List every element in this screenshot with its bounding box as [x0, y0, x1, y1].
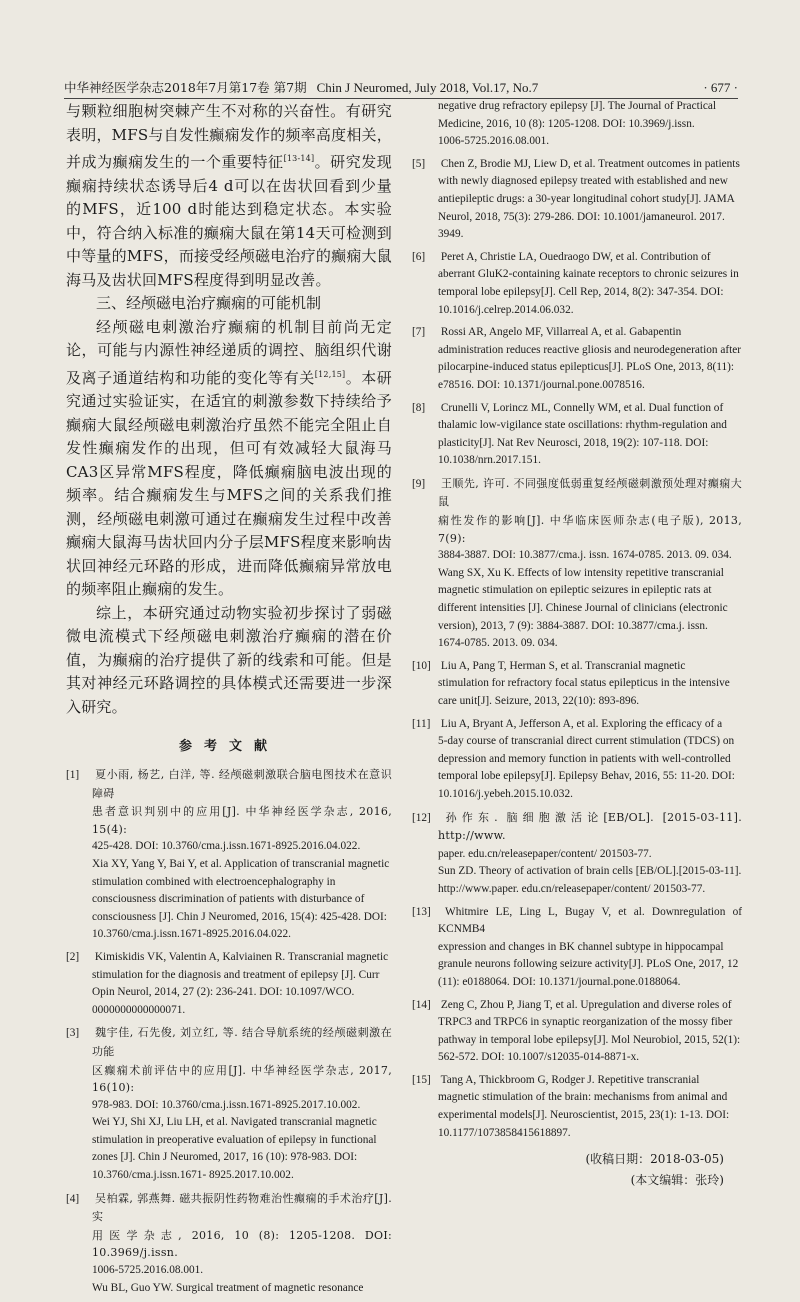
reference-item: [3] 魏宇佳, 石先俊, 刘立红, 等. 结合导航系统的经颅磁刺激在功能 区癫痫术前评估中的应用[J]. 中华神经医学杂志, 2017, 16(10): 978-983. DOI: 10.3760/cma.j.issn.1671-8925.2017.10.002. Wei YJ, Shi XJ, Liu LH, et al. Navigated transcranial magnetic stimulation in preoperative evaluation of epilepsy in functional zones [J]. Chin J Neuromed, 2017, 16 (10): 978-983. DOI: 10.3760/cma.j.issn.1671- 8925.2017.10.002. [66, 1026, 392, 1182]
reference-item: [6] Peret A, Christie LA, Ouedraogo DW, et al. Contribution of aberrant GluK2-containing kainate receptors to chronic seizures in temporal lobe epilepsy[J]. Cell Rep, 2014, 8(2): 347-354. DOI: 10.1016/j.celrep.2014.06.032. [412, 250, 739, 316]
references-heading: 参考文献 [178, 739, 279, 754]
right-column [412, 98, 742, 1190]
paragraph-conclusion: 综上，本研究通过动物实验初步探讨了弱磁微电流模式下经颅磁电刺激治疗癫痫的潜在价值，为癫痫的治疗提供了新的线索和可能。但是其对神经元环路调控的具体模式还需要进一步深入研究。 [66, 603, 392, 716]
reference-item: [8] Crunelli V, Lorincz ML, Connelly WM, et al. Dual function of thalamic low-vigilance state oscillations: rhythm-regulation and plasticity[J]. Nat Rev Neurosci, 2018, 19(2): 107-118. DOI: 10.1038/nrn.2017.151. [412, 401, 727, 467]
reference-item: [15] Tang A, Thickbroom G, Rodger J. Repetitive transcranial magnetic stimulation of the brain: mechanisms from animal and experimental models[J]. Neuroscientist, 2015, 23(1): 1-13. DOI: 10.1177/1073858415618897. [412, 1073, 730, 1139]
section-heading: 三、经颅磁电治疗癫痫的可能机制 [96, 294, 322, 312]
left-column [66, 100, 392, 1302]
reference-item: [12] 孙作东. 脑细胞激活论[EB/OL]. [2015-03-11]. http://www. paper. edu.cn/releasepaper/content/ 201503-77. Sun ZD. Theory of activation of brain cells [EB/OL].[2015-03-11]. http://www.paper. edu.cn/releasepaper/content/ 201503-77. [412, 810, 742, 895]
citation: [12,15] [314, 369, 346, 379]
reference-item: [9] 王顺先, 许可. 不同强度低弱重复经颅磁刺激预处理对癫痫大鼠 痫性发作的影响[J]. 中华临床医师杂志(电子版), 2013, 7(9): 3884-3887. DOI: 10.3877/cma.j. issn. 1674-0785. 2013. 09. 034. Wang SX, Xu K. Effects of low intensity repetitive transcranial magnetic stimulation on epileptic seizures in epileptic rats at different intensities [J]. Chinese Journal of clinicians (electronic version), 2013, 7 (9): 3884-3887. DOI: 10.3877/cma.j. issn. 1674-0785. 2013. 09. 034. [412, 476, 743, 650]
received-date: (收稿日期：2018-03-05) [585, 1152, 724, 1167]
paragraph-mechanism: 经颅磁电刺激治疗癫痫的机制目前尚无定论，可能与内源性神经递质的调控、脑组织代谢及离子通道结构和功能的变化等有关[12,15]。本研究通过实验证实，在适宜的刺激参数下持续给予癫痫大鼠经颅磁电刺激治疗虽然不能完全阻止自发性癫痫发作的出现，但可有效减轻大鼠海马CA3区异常MFS程度，降低癫痫脑电波出现的频率。结合癫痫发生与MFS之间的关系我们推测，经颅磁电刺激可通过在癫痫发生过程中改善癫痫大鼠海马齿状回内分子层MFS程度来影响齿状回神经元环路的形成，进而降低癫痫异常放电的频率阻止癫痫的发生。 [66, 317, 392, 598]
reference-item: [11] Liu A, Bryant A, Jefferson A, et al. Exploring the efficacy of a 5-day course of transcranial direct current stimulation (TDCS) on depression and memory function in patients with well-controlled temporal lobe epilepsy[J]. Epilepsy Behav, 2016, 55: 11-20. DOI: 10.1016/j.yebeh.2015.10.032. [412, 717, 735, 800]
reference-item: [4] 吴柏霖, 郭燕舞. 磁共振阴性药物难治性癫痫的手术治疗[J]. 实 用医学杂志, 2016, 10 (8): 1205-1208. DOI: 10.3969/j.issn. 1006-5725.2016.08.001. Wu BL, Guo YW. Surgical treatment of magnetic resonance [66, 1191, 392, 1294]
paragraph-mfs: 与颗粒细胞树突棘产生不对称的兴奋性。有研究表明，MFS与自发性癫痫发作的频率高度相关，并成为癫痫发生的一个重要特征[13-14]。研究发现癫痫持续状态诱导后4 d可以在齿状回看到少量的MFS，近100 d时能达到稳定状态。本实验中，符合纳入标准的癫痫大鼠在第14天可检测到中等量的MFS，而接受经颅磁电治疗的癫痫大鼠海马及齿状回MFS程度得到明显改善。 [66, 102, 392, 289]
citation: [13-14] [283, 154, 315, 163]
reference-item: [5] Chen Z, Brodie MJ, Liew D, et al. Treatment outcomes in patients with newly diagnosed epilepsy treated with established and new antiepileptic drugs: a 30-year longitudinal cohort study[J]. JAMA Neurol, 2018, 75(3): 279-286. DOI: 10.1001/jamaneurol. 2017. 3949. [412, 157, 740, 241]
reference-item: [2] Kimiskidis VK, Valentin A, Kalviainen R. Transcranial magnetic stimulation for the diagnosis and treatment of epilepsy [J]. Curr Opin Neurol, 2014, 27 (2): 236-241. DOI: 10.1097/WCO. 0000000000000071. [66, 950, 389, 1016]
running-header [64, 76, 738, 99]
reference-item: [14] Zeng C, Zhou P, Jiang T, et al. Upregulation and diverse roles of TRPC3 and TRPC6 in synaptic reorganization of the mossy fiber pathway in temporal lobe epilepsy[J]. Mol Neurobiol, 2015, 52(1): 562-572. DOI: 10.1007/s12035-014-8871-x. [412, 998, 741, 1064]
journal-title-en: Chin J Neuromed, July 2018, Vol.17, No.7 [316, 80, 539, 95]
reference-item: [13] Whitmire LE, Ling L, Bugay V, et al. Downregulation of KCNMB4 expression and changes in BK channel subtype in hippocampal granule neurons following seizure activity[J]. PLoS One, 2017, 12 (11): e0188064. DOI: 10.1371/journal.pone.0188064. [412, 905, 742, 988]
reference-item: [10] Liu A, Pang T, Herman S, et al. Transcranial magnetic stimulation for refractory focal status epilepticus in the intensive care unit[J]. Seizure, 2013, 22(10): 893-896. [412, 659, 730, 707]
reference-item: [7] Rossi AR, Angelo MF, Villarreal A, et al. Gabapentin administration reduces reactive gliosis and neurodegeneration after pilocarpine-induced status epilepticus[J]. PLoS One, 2013, 8(11): e78516. DOI: 10.1371/journal.pone.0078516. [412, 326, 742, 391]
reference-item: [1] 夏小雨, 杨艺, 白洋, 等. 经颅磁刺激联合脑电图技术在意识障碍 患者意识判别中的应用[J]. 中华神经医学杂志, 2016, 15(4): 425-428. DOI: 10.3760/cma.j.issn.1671-8925.2016.04.022. Xia XY, Yang Y, Bai Y, et al. Application of transcranial magnetic stimulation combined with electroencephalography in consciousness discrimination of patients with disturbance of consciousness [J]. Chin J Neuromed, 2016, 15(4): 425-428. DOI: 10.3760/cma.j.issn.1671-8925.2016.04.022. [66, 768, 392, 941]
editor-note: (本文编辑：张玲) [630, 1173, 724, 1188]
reference-continuation: negative drug refractory epilepsy [J]. The Journal of Practical Medicine, 2016, 10 (8): 1205-1208. DOI: 10.3969/j.issn. 1006-5725.2016.08.001. [438, 100, 717, 148]
page-number: · 677 · [703, 80, 738, 95]
journal-title-cn: 中华神经医学杂志2018年7月第17卷 第7期 [64, 80, 307, 95]
